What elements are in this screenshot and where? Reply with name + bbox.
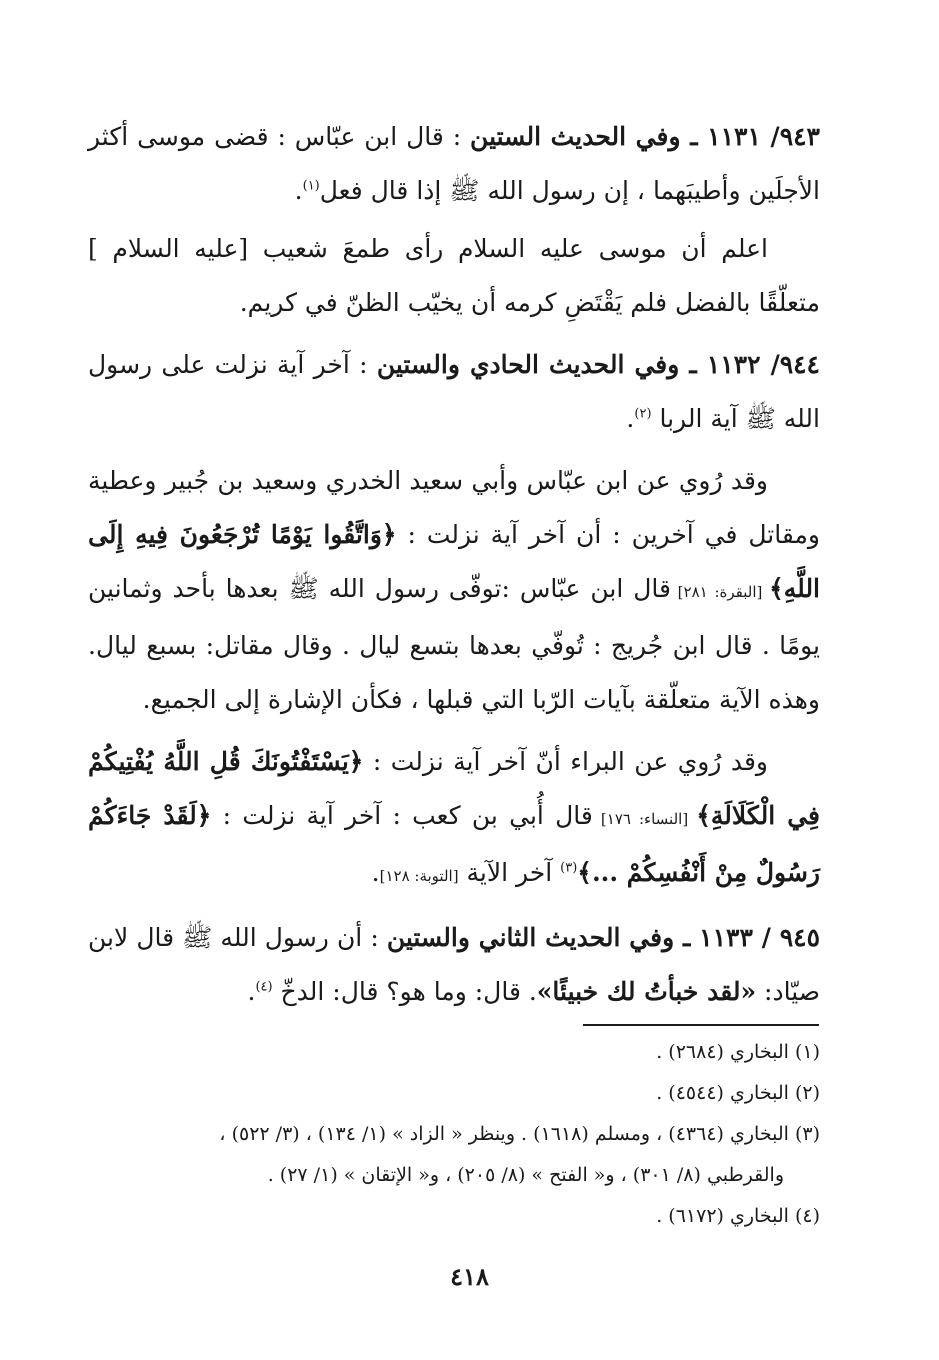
entry-text: : أن رسول الله ﷺ قال لابن صيّاد: xyxy=(88,923,820,1006)
sentence-end: . xyxy=(626,404,635,433)
main-text xyxy=(88,110,820,1019)
footnote-marker: (٤) xyxy=(255,979,273,995)
commentary-943: اعلم أن موسى عليه السلام رأى طمعَ شعيب [عليه السلام ] متعلّقًا بالفضل فلم يَقْتَضِ كرمه أن يخيّب الظنّ في كريم. xyxy=(88,234,820,317)
verse-reference: [البقرة: ٢٨١] xyxy=(670,583,770,601)
entry-945 xyxy=(88,911,820,1019)
commentary-text: قال أُبي بن كعب : آخر آية نزلت : xyxy=(211,801,593,830)
entry-heading: ٩٤٤/ ١١٣٢ ـ وفي الحديث الحادي والستين xyxy=(376,350,820,379)
entry-943 xyxy=(88,110,820,218)
sentence-end: . xyxy=(247,977,256,1006)
footnote-divider xyxy=(583,1024,819,1026)
quran-quote: ﴿لَقَدْ جَاءَكُمْ رَسُولٌ مِنْ أَنْفُسِكُمْ ...﴾ xyxy=(88,801,820,887)
footnote-1: (١) البخاري (٢٦٨٤) . xyxy=(656,1041,820,1063)
verse-reference: [التوبة: ١٢٨] xyxy=(379,867,459,885)
footnote-marker: (٣) xyxy=(560,860,578,876)
footnote-marker: (٢) xyxy=(634,406,652,422)
footnote-marker: (١) xyxy=(302,178,320,194)
commentary-text: وقد رُوي عن ابن عبّاس وأبي سعيد الخدري وسعيد بن جُبير وعطية ومقاتل في آخرين : أن آخر آية نزلت : xyxy=(88,466,820,549)
commentary-text: قال ابن عبّاس :توفّى رسول الله ﷺ بعدها بأحد وثمانين يومًا . قال ابن جُريج : تُوفّي بعدها بتسع ليال . وقال مقاتل: بسبع ليال. وهذه الآية متعلّقة بآيات الرّبا التي قبلها ، فكأن الإشارة إلى الجميع. xyxy=(88,574,820,714)
quran-quote: ﴿وَاتَّقُوا يَوْمًا تُرْجَعُونَ فِيهِ إِلَى اللَّهِ﴾ xyxy=(88,520,821,603)
commentary-text: وقد رُوي عن البراء أنّ آخر آية نزلت : xyxy=(363,747,768,776)
entry-944 xyxy=(88,338,820,446)
quran-quote: ﴿يَسْتَفْتُونَكَ قُلِ اللَّهُ يُفْتِيكُمْ فِي الْكَلَالَةِ﴾ xyxy=(88,747,820,830)
commentary-text: آخر الآية xyxy=(458,858,561,887)
entry-text: . قال: وما هو؟ قال: الدخّ xyxy=(272,977,537,1006)
entry-text: : قال ابن عبّاس : قضى موسى أكثر الأجلَين وأطيبَهما ، إن رسول الله ﷺ إذا قال فعل xyxy=(88,122,820,205)
sentence-end: . xyxy=(371,858,380,887)
footnotes xyxy=(88,1032,820,1237)
footnote-4: (٤) البخاري (٦١٧٢) . xyxy=(656,1205,820,1227)
verse-reference: [النساء: ١٧٦] xyxy=(592,810,697,828)
entry-heading: ٩٤٣/ ١١٣١ ـ وفي الحديث الستين xyxy=(470,122,820,151)
footnote-3: (٣) البخاري (٤٣٦٤) ، ومسلم (١٦١٨) . وينظر « الزاد » (١/ ١٣٤) ، (٣/ ٥٢٢) ، xyxy=(219,1123,820,1145)
hadith-quote: «لقد خبأتُ لك خبيئًا» xyxy=(536,977,757,1006)
page-number: ٤١٨ xyxy=(450,1262,489,1291)
entry-text: : آخر آية نزلت على رسول الله ﷺ آية الربا xyxy=(88,350,820,433)
entry-heading: ٩٤٥ / ١١٣٣ ـ وفي الحديث الثاني والستين xyxy=(386,923,821,952)
commentary-944-a xyxy=(88,454,820,727)
footnote-2: (٢) البخاري (٤٥٤٤) . xyxy=(656,1082,820,1104)
footnote-3-continued: والقرطبي (٨/ ٣٠١) ، و« الفتح » (٨/ ٢٠٥) ، و« الإتقان » (١/ ٢٧) . xyxy=(267,1164,784,1186)
sentence-end: . xyxy=(294,176,303,205)
commentary-944-b xyxy=(88,735,820,903)
